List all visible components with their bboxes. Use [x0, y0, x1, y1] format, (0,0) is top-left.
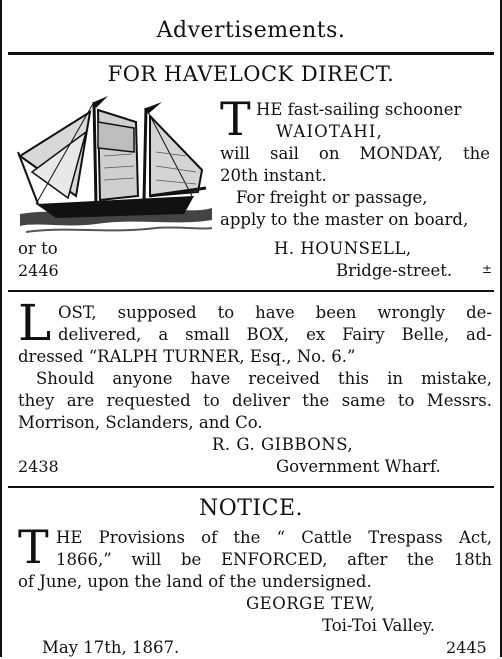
ad3-heading: NOTICE.: [198, 496, 304, 521]
ad1-line3: will sail on MONDAY, the: [220, 144, 490, 163]
column-left-edge: [0, 0, 2, 657]
ad1-line4: 20th instant.: [220, 166, 327, 185]
ad2-rule: [8, 486, 494, 488]
ad2-signer: R. G. GIBBONS,: [212, 435, 354, 454]
column-right-edge: [500, 0, 502, 657]
ad3-number: 2445: [446, 638, 487, 657]
ad2-line6: Morrison, Sclanders, and Co.: [18, 413, 263, 432]
ad3-line3: of June, upon the land of the undersigned.: [18, 572, 372, 591]
ad1-ship-name: WAIOTAHI,: [276, 122, 384, 141]
schooner-engraving: [16, 92, 214, 240]
ad1-heading: FOR HAVELOCK DIRECT.: [107, 62, 395, 86]
ad1-number: 2446: [18, 261, 59, 280]
ink-mark: ±: [482, 262, 493, 276]
ad2-number: 2438: [18, 457, 59, 476]
ad1-agent: H. HOUNSELL,: [274, 239, 412, 258]
ad2-line5: they are requested to deliver the same to Messrs.: [18, 391, 492, 410]
ad3-line1: HE Provisions of the “ Cattle Trespass Act,: [56, 528, 492, 547]
ad2-line3: dressed “RALPH TURNER, Esq., No. 6.”: [18, 347, 356, 366]
ad3-dropcap: T: [18, 520, 49, 574]
ad1-line6: apply to the master on board,: [220, 210, 469, 229]
ad2-dropcap: L: [18, 294, 52, 352]
header-rule: [8, 52, 494, 55]
ad3-date: May 17th, 1867.: [42, 638, 180, 657]
ad1-line1: HE fast-sailing schooner: [256, 100, 462, 119]
ad2-line2: delivered, a small BOX, ex Fairy Belle, ad-: [58, 325, 492, 344]
ad3-line2: 1866,” will be ENFORCED, after the 18th: [56, 550, 492, 569]
ad1-address: Bridge-street.: [336, 261, 453, 280]
ad2-line4: Should anyone have received this in mistake,: [36, 369, 492, 388]
ad1-line5: For freight or passage,: [236, 188, 428, 207]
ad2-address: Government Wharf.: [276, 457, 441, 476]
ad1-rule: [8, 290, 494, 292]
ad1-dropcap: T: [220, 92, 251, 146]
ad3-signer: GEORGE TEW,: [246, 594, 376, 613]
ad3-place: Toi-Toi Valley.: [322, 616, 436, 635]
section-title: Advertisements.: [156, 18, 346, 43]
ad2-line1: OST, supposed to have been wrongly de-: [58, 303, 492, 322]
ad1-or-to: or to: [18, 239, 58, 258]
